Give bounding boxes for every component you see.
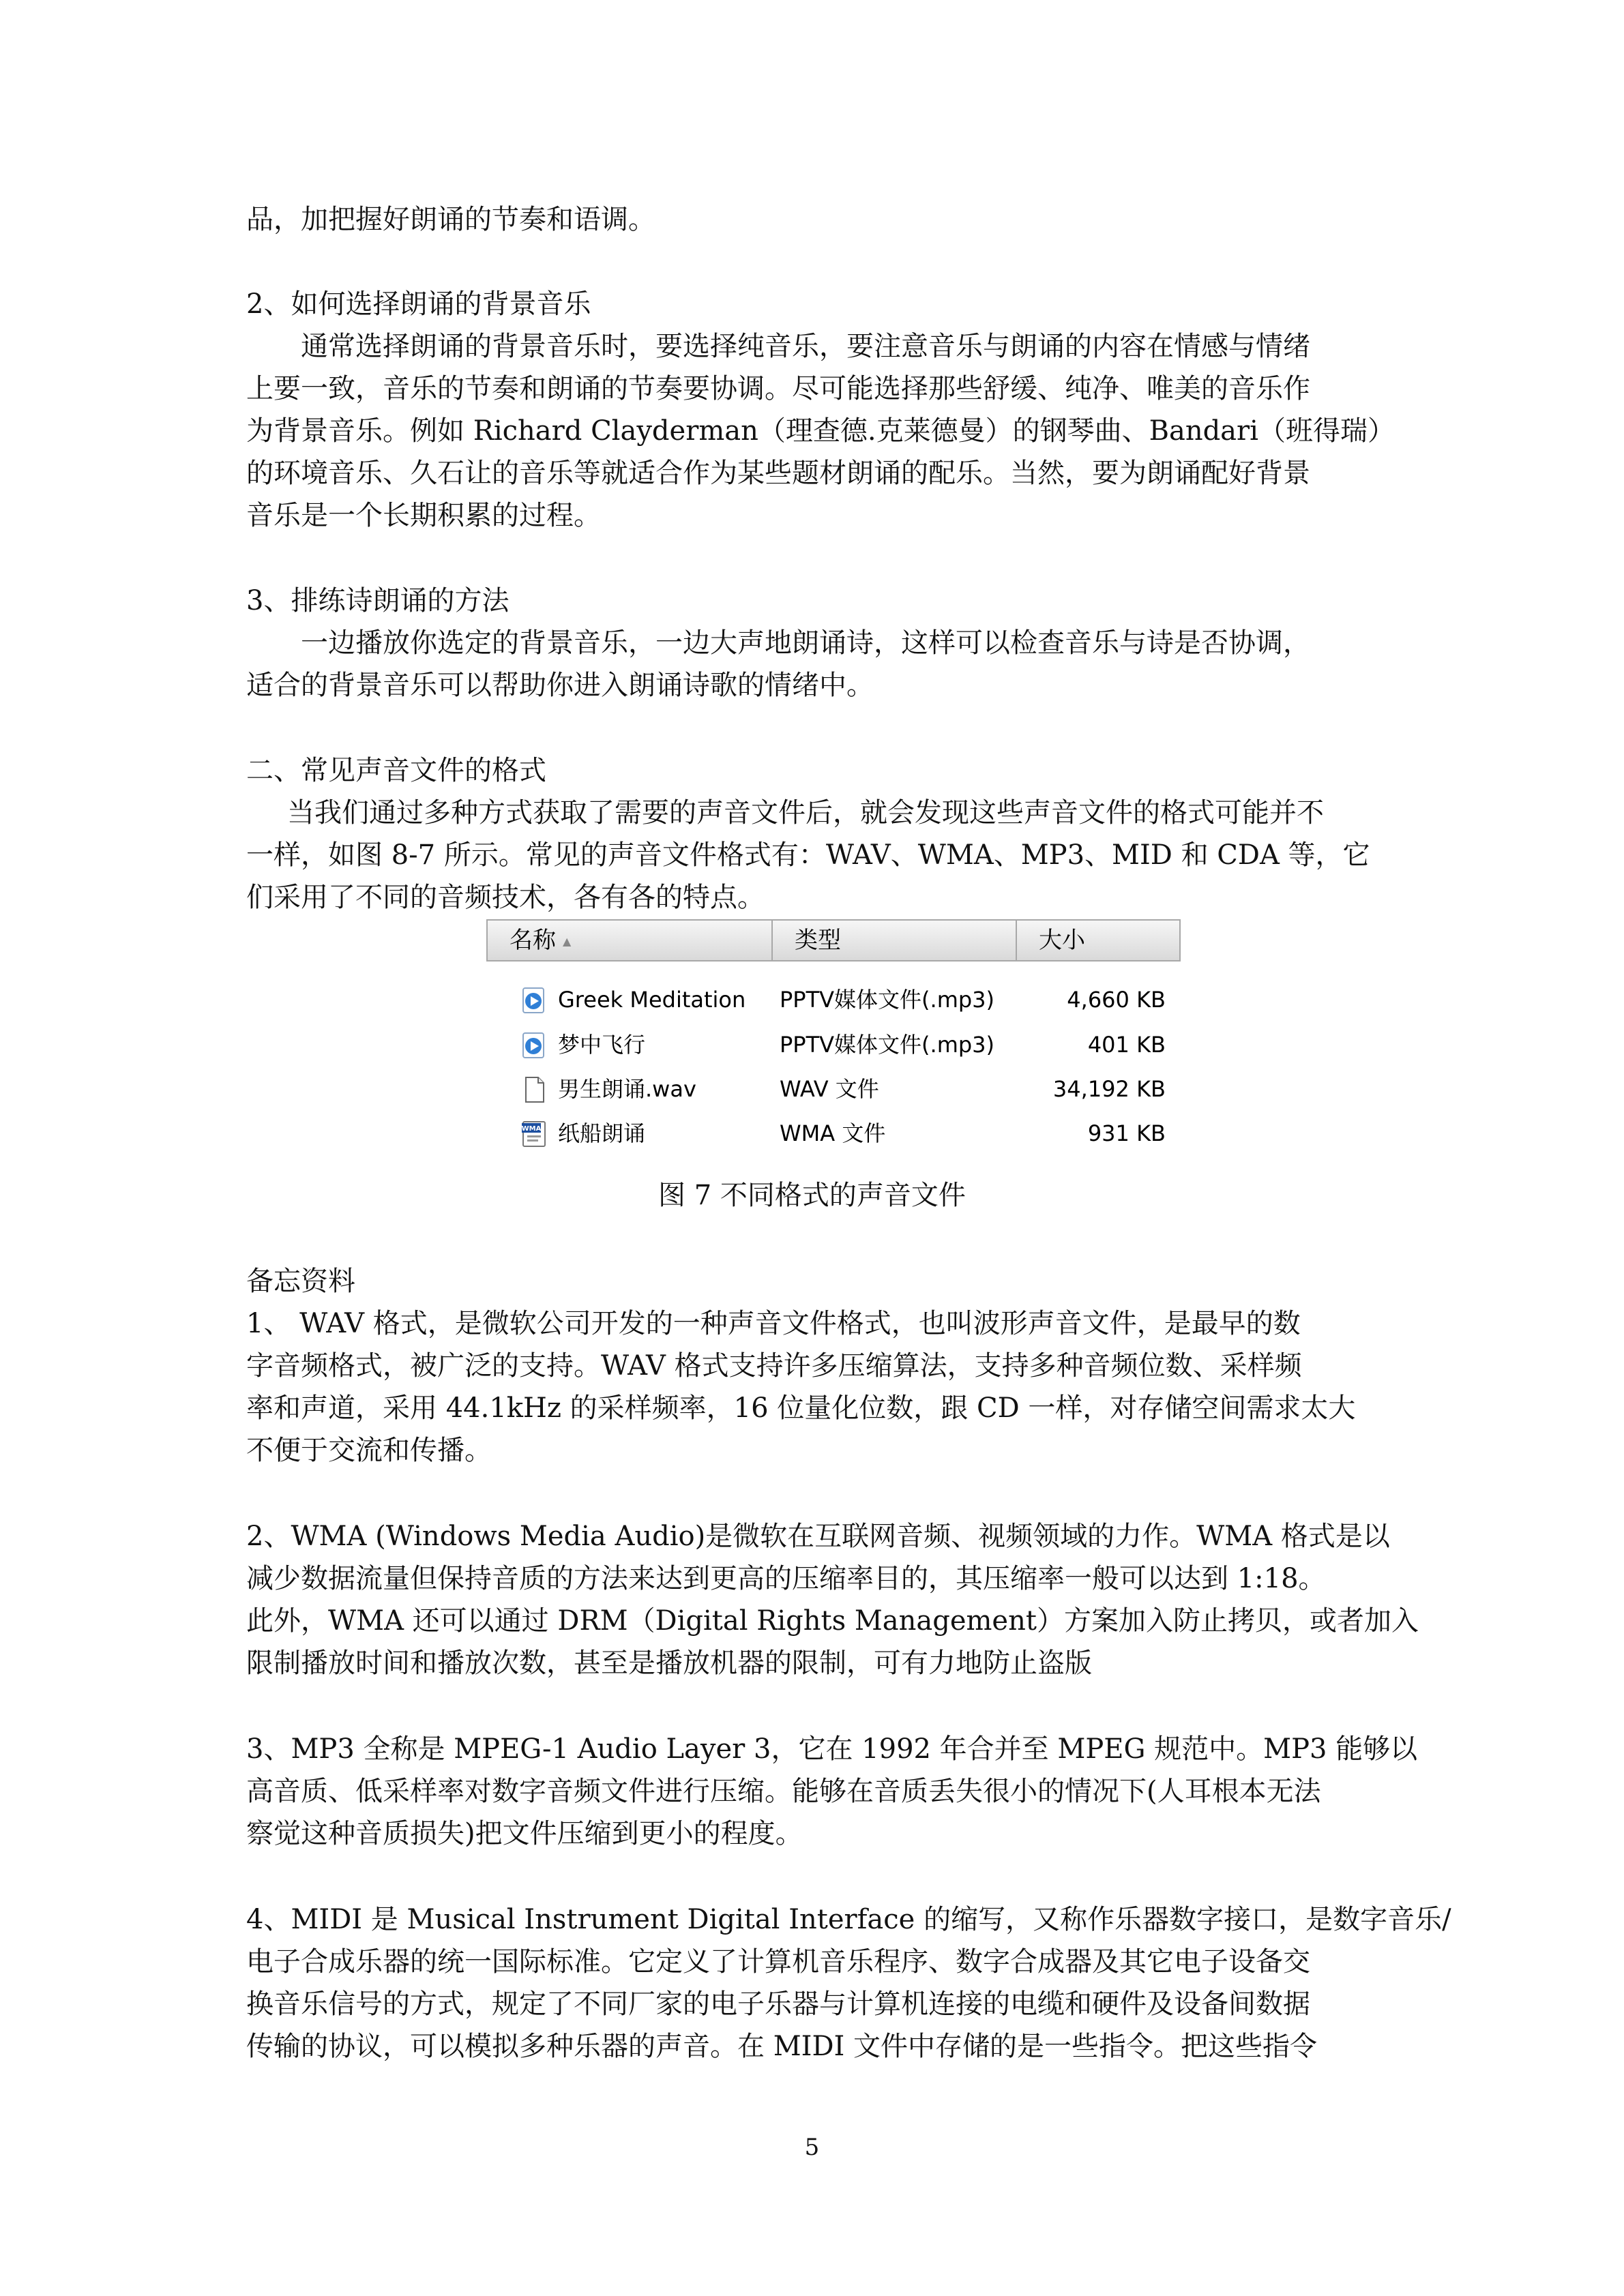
column-header-label: 名称: [510, 927, 556, 954]
file-size: 4,660 KB: [1067, 987, 1166, 1013]
file-row[interactable]: [486, 1112, 1181, 1154]
memo-heading: 备忘资料: [246, 1266, 355, 1297]
paragraph-line: 1、 WAV 格式，是微软公司开发的一种声音文件格式，也叫波形声音文件，是最早的数: [246, 1308, 1301, 1339]
svg-text:WMA: WMA: [521, 1125, 542, 1133]
section-heading-audio-formats: 二、常见声音文件的格式: [246, 755, 546, 786]
paragraph-line: 字音频格式，被广泛的支持。WAV 格式支持许多压缩算法，支持多种音频位数、采样频: [246, 1350, 1302, 1382]
file-size: 401 KB: [1087, 1032, 1166, 1058]
section-heading-background-music: 2、如何选择朗诵的背景音乐: [246, 288, 591, 320]
paragraph-line: 上要一致，音乐的节奏和朗诵的节奏要协调。尽可能选择那些舒缓、纯净、唯美的音乐作: [246, 373, 1310, 404]
file-name: 梦中飞行: [558, 1032, 646, 1058]
file-name: Greek Meditation: [558, 987, 746, 1013]
paragraph-line: 换音乐信号的方式，规定了不同厂家的电子乐器与计算机连接的电缆和硬件及设备间数据: [246, 1988, 1310, 2020]
paragraph-line: 不便于交流和传播。: [246, 1435, 492, 1466]
column-header-label: 大小: [1039, 927, 1085, 954]
file-type: WAV 文件: [780, 1076, 879, 1102]
paragraph-line: 适合的背景音乐可以帮助你进入朗诵诗歌的情绪中。: [246, 670, 874, 701]
paragraph-line: 的环境音乐、久石让的音乐等就适合作为某些题材朗诵的配乐。当然，要为朗诵配好背景: [246, 458, 1310, 489]
file-type: PPTV媒体文件(.mp3): [780, 987, 995, 1013]
paragraph-line: 高音质、低采样率对数字音频文件进行压缩。能够在音质丢失很小的情况下(人耳根本无法: [246, 1776, 1321, 1807]
file-name: 男生朗诵.wav: [558, 1076, 696, 1102]
pptv-media-icon: [520, 987, 548, 1014]
paragraph-line: 品，加把握好朗诵的节奏和语调。: [246, 204, 655, 235]
page-number: 5: [804, 2134, 820, 2161]
file-type: WMA 文件: [780, 1120, 886, 1146]
paragraph-line: 3、MP3 全称是 MPEG-1 Audio Layer 3，它在 1992 年合并至 MPEG 规范中。MP3 能够以: [246, 1733, 1418, 1765]
column-header-size[interactable]: [1016, 919, 1181, 961]
column-header-name[interactable]: [486, 919, 773, 961]
file-row[interactable]: [486, 1068, 1181, 1110]
file-row[interactable]: [486, 979, 1181, 1021]
paragraph-line: 减少数据流量但保持音质的方法来达到更高的压缩率目的，其压缩率一般可以达到 1:18。: [246, 1563, 1326, 1594]
paragraph-line: 此外，WMA 还可以通过 DRM（Digital Rights Management）方案加入防止拷贝，或者加入: [246, 1605, 1419, 1637]
paragraph-line: 一样，如图 8-7 所示。常见的声音文件格式有：WAV、WMA、MP3、MID 和 CDA 等，它: [246, 839, 1370, 871]
column-header-label: 类型: [795, 927, 841, 954]
file-size: 34,192 KB: [1052, 1076, 1166, 1102]
file-list-figure: [486, 919, 1181, 1154]
section-heading-rehearsal: 3、排练诗朗诵的方法: [246, 585, 510, 616]
paragraph-line: 通常选择朗诵的背景音乐时，要选择纯音乐，要注意音乐与朗诵的内容在情感与情绪: [301, 331, 1310, 362]
paragraph-line: 们采用了不同的音频技术，各有各的特点。: [246, 882, 765, 913]
paragraph-line: 电子合成乐器的统一国际标准。它定义了计算机音乐程序、数字合成器及其它电子设备交: [246, 1946, 1310, 1978]
file-size: 931 KB: [1087, 1120, 1166, 1146]
blank-file-icon: [520, 1076, 548, 1103]
paragraph-line: 率和声道，采用 44.1kHz 的采样频率，16 位量化位数，跟 CD 一样，对存储空间需求太大: [246, 1392, 1356, 1424]
paragraph-line: 一边播放你选定的背景音乐，一边大声地朗诵诗，这样可以检查音乐与诗是否协调，: [301, 627, 1310, 659]
column-header-type[interactable]: [771, 919, 1017, 961]
paragraph-line: 4、MIDI 是 Musical Instrument Digital Interface 的缩写，又称作乐器数字接口，是数字音乐/: [246, 1904, 1451, 1935]
file-row[interactable]: [486, 1024, 1181, 1066]
paragraph-line: 音乐是一个长期积累的过程。: [246, 500, 601, 531]
figure-caption: 图 7 不同格式的声音文件: [658, 1180, 966, 1211]
wma-file-icon: [520, 1120, 548, 1148]
paragraph-line: 限制播放时间和播放次数，甚至是播放机器的限制，可有力地防止盗版: [246, 1648, 1092, 1679]
paragraph-line: 传输的协议，可以模拟多种乐器的声音。在 MIDI 文件中存储的是一些指令。把这些指令: [246, 2031, 1318, 2062]
paragraph-line: 2、WMA (Windows Media Audio)是微软在互联网音频、视频领域的力作。WMA 格式是以: [246, 1521, 1390, 1552]
file-type: PPTV媒体文件(.mp3): [780, 1032, 995, 1058]
pptv-media-icon: [520, 1032, 548, 1059]
paragraph-line: 察觉这种音质损失)把文件压缩到更小的程度。: [246, 1818, 803, 1849]
file-name: 纸船朗诵: [558, 1120, 646, 1146]
sort-ascending-icon: ▲: [563, 934, 572, 948]
paragraph-line: 当我们通过多种方式获取了需要的声音文件后，就会发现这些声音文件的格式可能并不: [287, 797, 1324, 829]
paragraph-line: 为背景音乐。例如 Richard Clayderman（理查德.克莱德曼）的钢琴曲、Bandari（班得瑞）: [246, 415, 1395, 447]
